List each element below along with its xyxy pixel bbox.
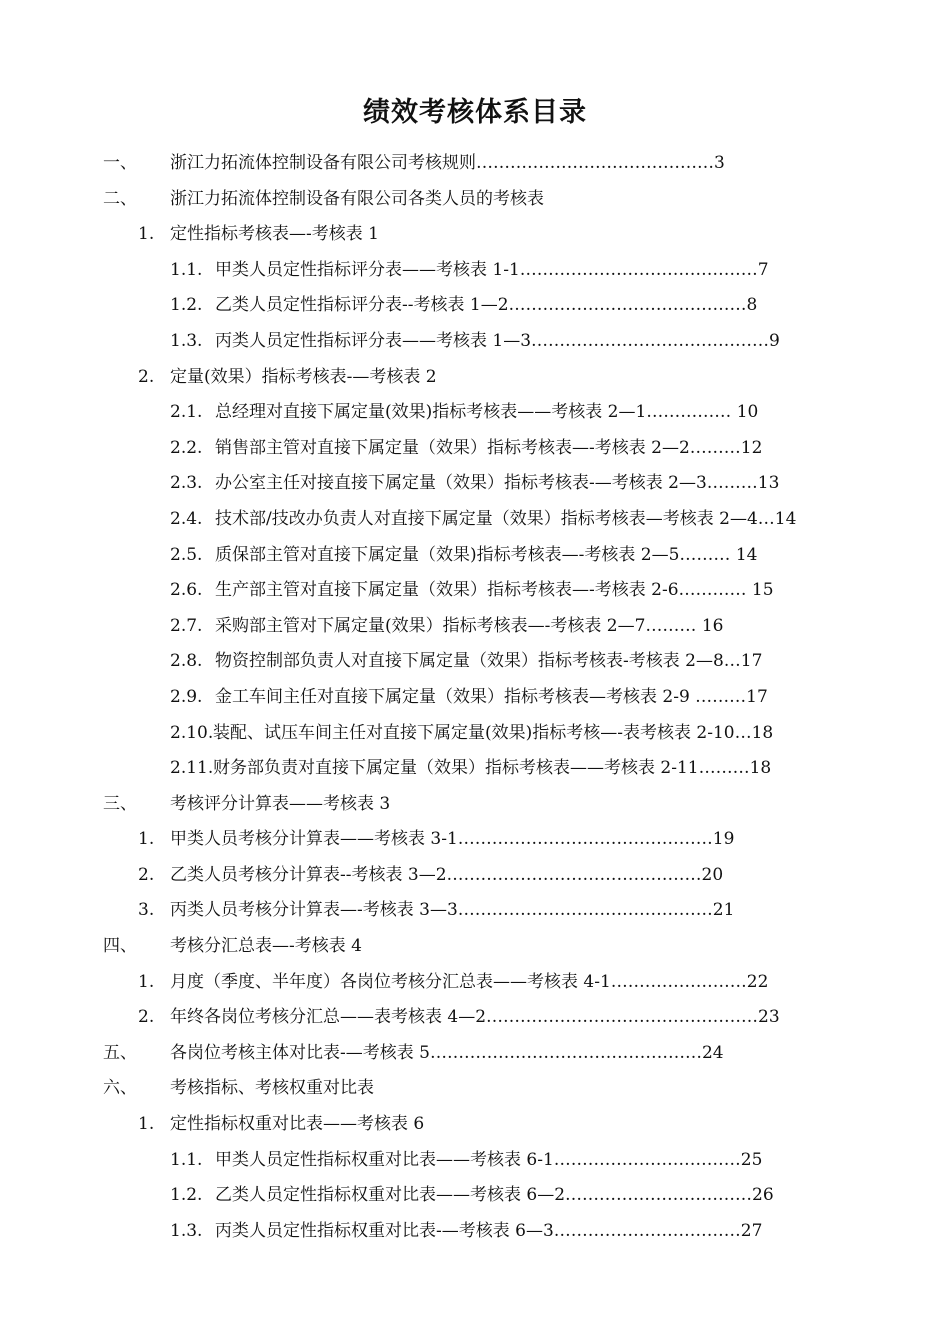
toc-entry (0, 577, 950, 613)
toc-entry (0, 1111, 950, 1147)
toc-entry-text: 定性指标考核表—-考核表 1 (170, 224, 379, 245)
toc-entry (0, 1004, 950, 1040)
toc-entry-text: 丙类人员定性指标评分表——考核表 1—3……………………………………9 (215, 330, 780, 351)
toc-entry-text: 丙类人员考核分计算表—-考核表 3—3………………………………………21 (170, 900, 735, 921)
toc-entry-text: 年终各岗位考核分汇总——表考核表 4—2…………………………………………23 (170, 1007, 780, 1028)
toc-entry (0, 684, 950, 720)
toc-entry (0, 755, 950, 791)
toc-entry (0, 328, 950, 364)
toc-entry-number: 1.3. (170, 330, 203, 351)
toc-entry-number: 2.9. (170, 686, 203, 707)
toc-entry-number: 四、 (103, 936, 137, 957)
toc-entry-text: 装配、试压车间主任对直接下属定量(效果)指标考核—-表考核表 2-10…18 (213, 722, 774, 743)
toc-entry (0, 613, 950, 649)
toc-entry-text: 财务部负责对直接下属定量（效果）指标考核表——考核表 2-11………18 (213, 758, 772, 779)
toc-entry-number: 2.3. (170, 473, 203, 494)
toc-entry-text: 生产部主管对直接下属定量（效果）指标考核表—-考核表 2-6………… 15 (215, 580, 774, 601)
toc-entry (0, 292, 950, 328)
toc-entry-text: 丙类人员定性指标权重对比表-—考核表 6—3……………………………27 (215, 1220, 763, 1241)
toc-entry-text: 考核分汇总表—-考核表 4 (170, 936, 362, 957)
toc-entry-number: 1. (138, 829, 155, 850)
table-of-contents (0, 150, 950, 1253)
toc-entry-number: 1. (138, 971, 155, 992)
toc-entry (0, 791, 950, 827)
toc-entry-number: 1. (138, 224, 155, 245)
toc-entry-number: 二、 (103, 188, 137, 209)
toc-entry (0, 1040, 950, 1076)
toc-entry (0, 399, 950, 435)
toc-entry-text: 物资控制部负责人对直接下属定量（效果）指标考核表-考核表 2—8…17 (215, 651, 763, 672)
toc-entry (0, 542, 950, 578)
toc-entry (0, 221, 950, 257)
toc-entry-text: 考核指标、考核权重对比表 (170, 1078, 374, 1099)
toc-entry-number: 六、 (103, 1078, 137, 1099)
toc-entry-text: 质保部主管对直接下属定量（效果)指标考核表—-考核表 2—5……… 14 (215, 544, 758, 565)
toc-entry-text: 销售部主管对直接下属定量（效果）指标考核表—-考核表 2—2………12 (215, 437, 763, 458)
toc-entry-text: 各岗位考核主体对比表-—考核表 5…………………………………………24 (170, 1042, 724, 1063)
toc-entry-number: 五、 (103, 1042, 137, 1063)
toc-entry-text: 浙江力拓流体控制设备有限公司考核规则……………………………………3 (170, 153, 725, 173)
toc-entry-text: 浙江力拓流体控制设备有限公司各类人员的考核表 (170, 188, 544, 209)
toc-entry-number: 1.3. (170, 1220, 203, 1241)
toc-entry (0, 470, 950, 506)
toc-entry-number: 1.1. (170, 259, 203, 280)
toc-entry-number: 3. (138, 900, 155, 921)
toc-entry-text: 甲类人员定性指标评分表——考核表 1-1……………………………………7 (215, 259, 769, 280)
toc-entry-number: 2. (138, 366, 155, 387)
toc-entry (0, 648, 950, 684)
toc-entry (0, 1147, 950, 1183)
toc-entry-number: 2.5. (170, 544, 203, 565)
toc-entry-number: 一、 (103, 153, 137, 173)
toc-entry-text: 定性指标权重对比表——考核表 6 (170, 1114, 425, 1135)
toc-entry (0, 897, 950, 933)
toc-entry-text: 技术部/技改办负责人对直接下属定量（效果）指标考核表—考核表 2—4…14 (215, 508, 797, 529)
toc-entry-number: 2.1. (170, 402, 203, 423)
toc-entry-text: 办公室主任对接直接下属定量（效果）指标考核表-—考核表 2—3………13 (215, 473, 780, 494)
toc-entry-text: 乙类人员定性指标权重对比表——考核表 6—2……………………………26 (215, 1185, 774, 1206)
toc-entry-text: 乙类人员定性指标评分表--考核表 1—2……………………………………8 (215, 295, 758, 316)
toc-entry (0, 1075, 950, 1111)
toc-entry-number: 1.2. (170, 295, 203, 316)
page-title: 绩效考核体系目录 (363, 97, 587, 128)
toc-entry-text: 乙类人员考核分计算表--考核表 3—2………………………………………20 (170, 864, 724, 885)
toc-entry (0, 435, 950, 471)
toc-entry-text: 甲类人员考核分计算表——考核表 3-1………………………………………19 (170, 829, 735, 850)
toc-entry-number: 2.8. (170, 651, 203, 672)
toc-entry-text: 定量(效果）指标考核表-—考核表 2 (170, 366, 437, 387)
toc-entry-number: 三、 (103, 793, 137, 814)
toc-entry-number: 2.6. (170, 580, 203, 601)
toc-entry-number: 1.1. (170, 1149, 203, 1170)
toc-entry (0, 506, 950, 542)
toc-entry (0, 257, 950, 293)
toc-entry-text: 采购部主管对下属定量(效果）指标考核表—-考核表 2—7……… 16 (215, 615, 724, 636)
toc-entry (0, 364, 950, 400)
toc-entry-number: 2.2. (170, 437, 203, 458)
toc-entry-number: 1.2. (170, 1185, 203, 1206)
toc-entry-number: 2. (138, 864, 155, 885)
toc-entry (0, 969, 950, 1005)
toc-entry-text: 甲类人员定性指标权重对比表——考核表 6-1……………………………25 (215, 1149, 763, 1170)
toc-entry (0, 720, 950, 756)
toc-entry (0, 1182, 950, 1218)
toc-entry (0, 933, 950, 969)
toc-entry-number: 2.7. (170, 615, 203, 636)
toc-entry-number: 1. (138, 1114, 155, 1135)
toc-entry (0, 150, 950, 186)
toc-entry-number: 2.4. (170, 508, 203, 529)
toc-entry (0, 186, 950, 222)
toc-entry (0, 1218, 950, 1254)
toc-entry-text: 金工车间主任对直接下属定量（效果）指标考核表—考核表 2-9 ………17 (215, 686, 768, 707)
toc-entry (0, 862, 950, 898)
toc-entry-number: 2.11. (170, 758, 214, 779)
toc-entry (0, 826, 950, 862)
toc-entry-text: 总经理对直接下属定量(效果)指标考核表——考核表 2—1…………… 10 (215, 402, 759, 423)
toc-entry-text: 考核评分计算表——考核表 3 (170, 793, 391, 814)
toc-entry-number: 2.10. (170, 722, 214, 743)
toc-entry-text: 月度（季度、半年度）各岗位考核分汇总表——考核表 4-1……………………22 (170, 971, 769, 992)
toc-entry-number: 2. (138, 1007, 155, 1028)
